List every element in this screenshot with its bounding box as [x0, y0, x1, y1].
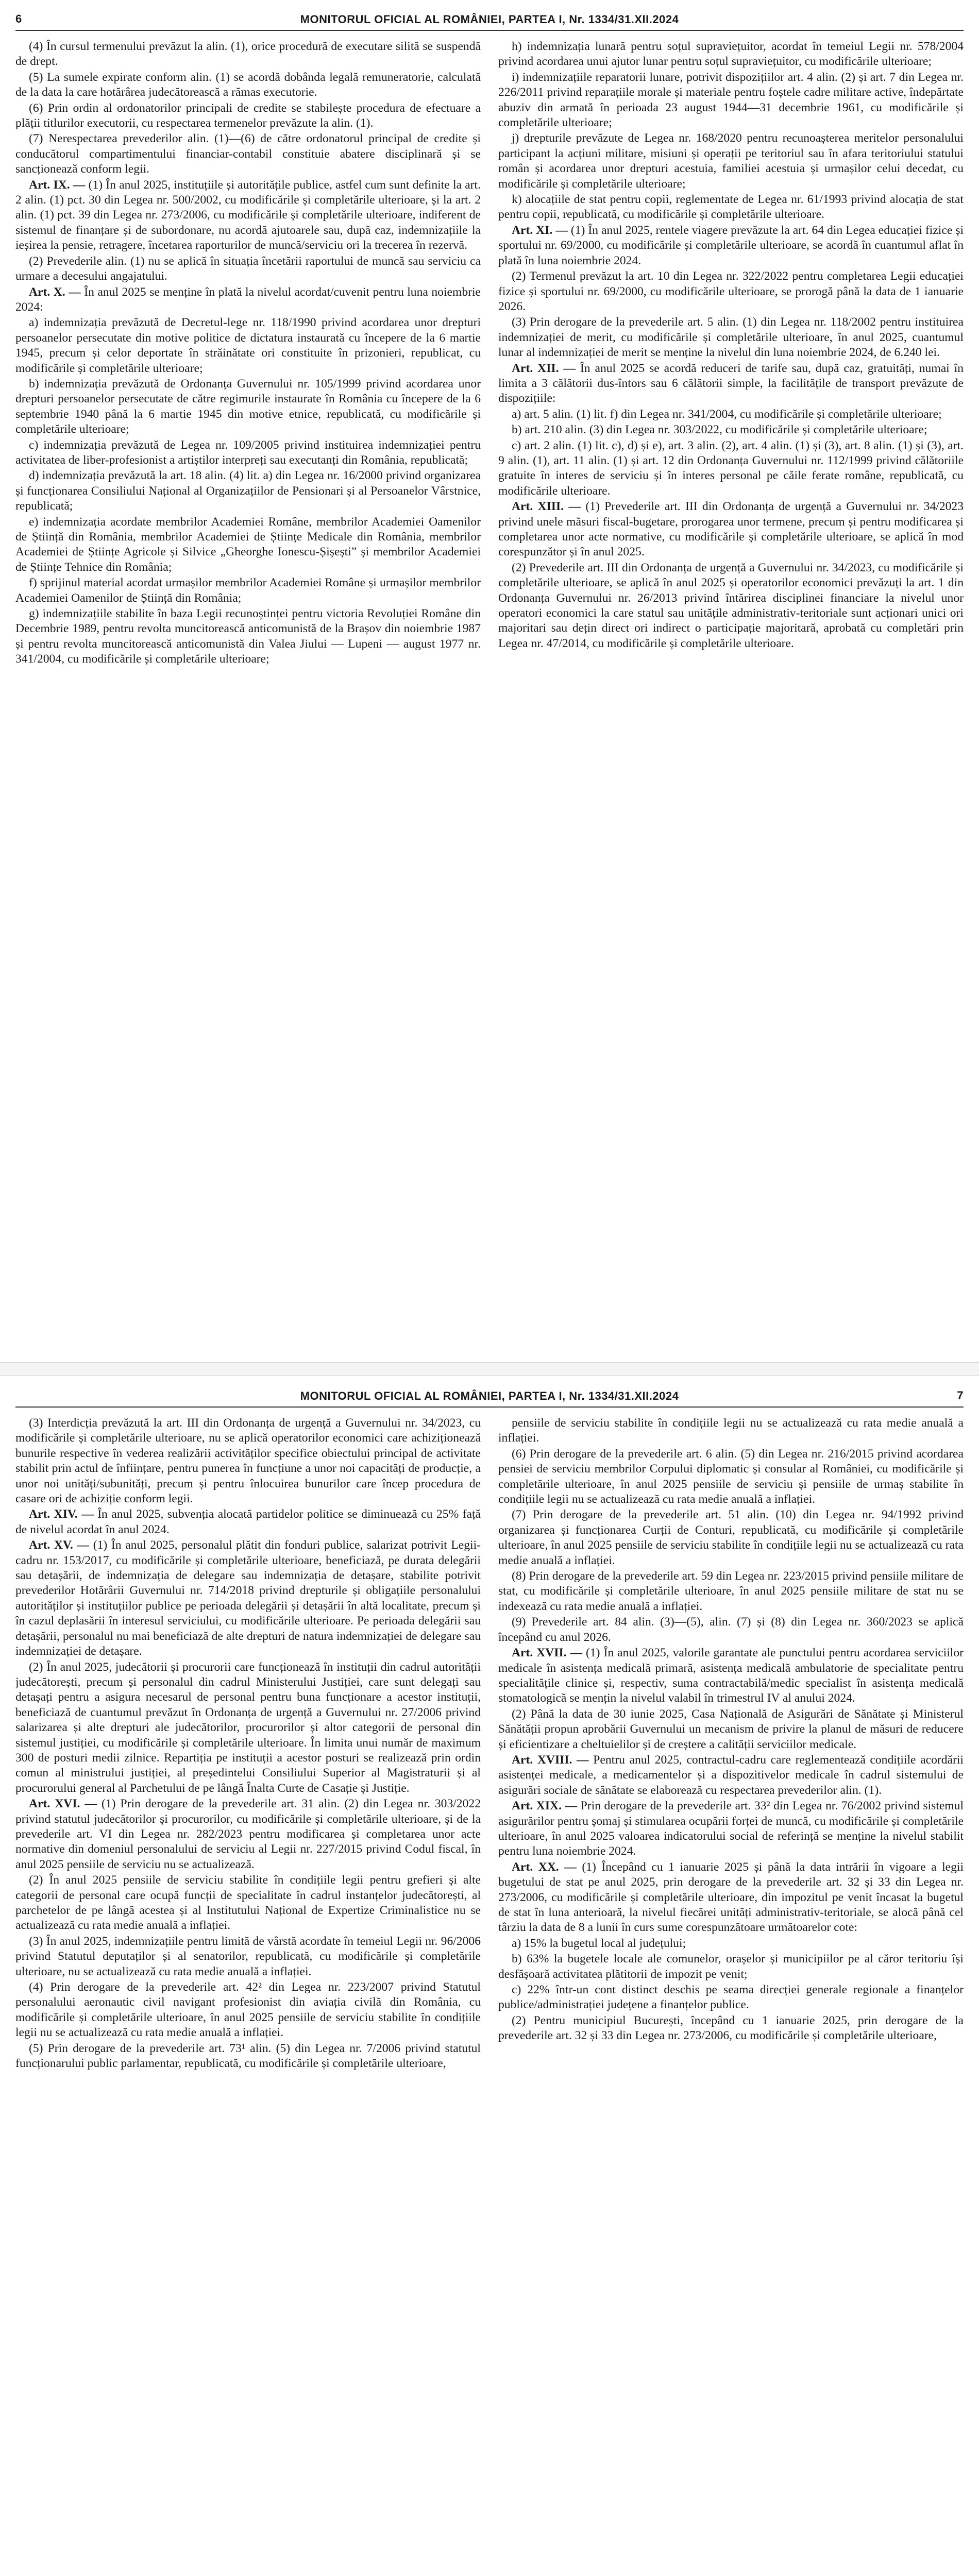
- right-column: [498, 1416, 964, 2576]
- article-label: Art. XI. —: [512, 223, 568, 237]
- article-label: Art. XIX. —: [512, 1799, 578, 1813]
- page-header: [15, 1386, 964, 1408]
- paragraph: f) sprijinul material acordat urmașilor membrilor Academiei Române și urmașilor membrilor Academiei Oamenilor de Știință din România;: [15, 576, 481, 605]
- paragraph: (5) La sumele expirate conform alin. (1) se acordă dobânda legală remuneratorie, calculată de la data la care hotărârea judecătorească a rămas executorie.: [15, 70, 481, 99]
- paragraph: d) indemnizația prevăzută la art. 18 alin. (4) lit. a) din Legea nr. 16/2000 privind organizarea și funcționarea Consiliului Național al Organizațiilor de Pensionari și al Persoanelor Vârstnice, republicată;: [15, 469, 481, 513]
- left-column: [15, 39, 481, 1348]
- paragraph: (5) Prin derogare de la prevederile art. 73¹ alin. (5) din Legea nr. 7/2006 privind statutul funcționarului public parlamentar, republicată, cu modificările și completările ulterioare,: [15, 2041, 481, 2071]
- paragraph: (2) Pentru municipiul București, începând cu 1 ianuarie 2025, prin derogare de la prevederile art. 32 și 33 din Legea nr. 273/2006, cu modificările și completările ulterioare,: [498, 2013, 964, 2043]
- paragraph: (2) Prevederile alin. (1) nu se aplică în situația încetării raportului de muncă sau serviciu ca urmare a decesului angajatului.: [15, 254, 481, 283]
- paragraph: c) 22% într-un cont distinct deschis pe seama direcției generale regionale a finanțelor publice/administrației județene a finanțelor publice.: [498, 1983, 964, 2012]
- paragraph: (2) Termenul prevăzut la art. 10 din Legea nr. 322/2022 pentru completarea Legii educației fizice și sportului nr. 69/2000, cu modificările ulterioare, se prorogă până la data de 1 ianuarie 2026.: [498, 269, 964, 313]
- paragraph: (6) Prin ordin al ordonatorilor principali de credite se stabilește procedura de efectuare a plății titlurilor executorii, cu respectarea termenelor prevăzute la alin. (1).: [15, 101, 481, 130]
- paragraph: a) 15% la bugetul local al județului;: [512, 1936, 686, 1950]
- paragraph: (3) Interdicția prevăzută la art. III din Ordonanța de urgență a Guvernului nr. 34/2023, cu modificările și completările ulterioare, nu se aplică operatorilor economici care achiziționează bunurile respective în vederea realizării activităților specifice obiectului principal de activitate stabilit prin actul de înființare, pentru punerea în funcțiune a unor noi capacități de producție, a unor noi unități/subunități, precum și pentru înlocuirea bunurilor care încep procedura de casare ori de achiziție conform legii.: [15, 1416, 481, 1506]
- paragraph: b) art. 210 alin. (3) din Legea nr. 303/2022, cu modificările și completările ulterioare;: [512, 423, 927, 437]
- paragraph: Art. XIX. — Prin derogare de la prevederile art. 33² din Legea nr. 76/2002 privind sistemul asigurărilor pentru șomaj și stimularea ocupării forței de muncă, cu modificările și completările ulterioare, în anul 2025 valoarea indicatorului social de referință se menține la nivelul stabilit pentru luna noiembrie 2024.: [498, 1799, 964, 1858]
- paragraph: k) alocațiile de stat pentru copii, reglementate de Legea nr. 61/1993 privind alocația de stat pentru copii, republicată, cu modificările și completările ulterioare.: [498, 193, 964, 222]
- page-2: [0, 1377, 979, 2576]
- paragraph: (7) Nerespectarea prevederilor alin. (1)—(6) de către ordonatorul principal de credite și conducătorul compartimentului financiar-contabil constituie abatere disciplinară și se sancționează conform legii.: [15, 132, 481, 176]
- paragraph: (4) Prin derogare de la prevederile art. 42² din Legea nr. 223/2007 privind Statutul personalului aeronautic civil navigant profesionist din aviația civilă din România, cu modificările și completările ulterioare, în anul 2025 pensiile de serviciu stabilite în condițiile legii nu se actualizează cu rata medie anuală a inflației.: [15, 1980, 481, 2040]
- paragraph: (2) În anul 2025 pensiile de serviciu stabilite în condițiile legii pentru grefieri și alte categorii de personal care ocupă funcții de specialitate în cadrul instanțelor judecătorești, al parchetelor de pe lângă acestea și al Institutului Național de Expertize Criminalistice nu se actualizează cu rata medie anuală a inflației.: [15, 1873, 481, 1933]
- article-label: Art. XX. —: [512, 1860, 577, 1874]
- paragraph: Art. XII. — În anul 2025 se acordă reduceri de tarife sau, după caz, gratuități, numai în limita a 3 călătorii dus-întors sau 6 călătorii simple, la facilitățile de transport prevăzute de dispozițiile:: [498, 361, 964, 405]
- article-label: Art. XVII. —: [512, 1646, 583, 1660]
- paragraph: Art. XV. — (1) În anul 2025, personalul plătit din fonduri publice, salarizat potrivit Legii-cadru nr. 153/2017, cu modificările și completările ulterioare, beneficiază, pe durata delegării sau detașării, de indemnizația de delegare sau indemnizația de detașare, stabilite potrivit prevederilor Hotărârii Guvernului nr. 714/2018 privind drepturile și obligațiile personalului autorităților și instituțiilor publice pe perioada delegării și detașării în altă localitate, precum și în cazul deplasării în interesul serviciului, cu modificările ulterioare. Pe perioada delegării sau detașării, personalul nu mai beneficiază de alte drepturi de natura indemnizației de delegare sau indemnizației de detașare.: [15, 1538, 481, 1658]
- paragraph: h) indemnizația lunară pentru soțul supraviețuitor, acordat în temeiul Legii nr. 578/2004 privind acordarea unui ajutor lunar pentru soțul supraviețuitor, cu modificările ulterioare;: [498, 40, 964, 69]
- header-title: MONITORUL OFICIAL AL ROMÂNIEI, PARTEA I, Nr. 1334/31.XII.2024: [300, 1389, 679, 1402]
- article-label: Art. XVIII. —: [512, 1753, 589, 1767]
- left-column: [15, 1416, 481, 2576]
- page-separator: [0, 1362, 979, 1376]
- article-label: Art. XVI. —: [29, 1797, 97, 1811]
- paragraph: Art. XI. — (1) În anul 2025, rentele viagere prevăzute la art. 64 din Legea educației fizice și sportului nr. 69/2000, cu modificările și completările ulterioare, se acordă în cuantumul aflat în plată în luna noiembrie 2024.: [498, 223, 964, 267]
- paragraph: i) indemnizațiile reparatorii lunare, potrivit dispozițiilor art. 4 alin. (2) și art. 7 din Legea nr. 226/2011 privind reparațiile morale și materiale pentru foștele cadre militare active, îndepărtate abuziv din armată în perioada 23 august 1944—31 decembrie 1961, cu modificările și completările ulterioare;: [498, 70, 964, 130]
- page-number: 7: [957, 1389, 964, 1402]
- paragraph: Art. XX. — (1) Începând cu 1 ianuarie 2025 și până la data intrării în vigoare a legii bugetului de stat pe anul 2025, prin derogare de la prevederile art. 32 și 33 din Legea nr. 273/2006, cu modificările și completările ulterioare, din impozitul pe venit încasat la bugetul de stat în luna anterioară, la nivelul fiecărei unități administrativ-teritoriale, se alocă până cel târziu la data de 8 a lunii în curs sume corespunzătoare următoarelor cote:: [498, 1860, 964, 1935]
- paragraph: Art. XIV. — În anul 2025, subvenția alocată partidelor politice se diminuează cu 25% față de nivelul acordat în anul 2024.: [15, 1507, 481, 1536]
- paragraph: (3) În anul 2025, indemnizațiile pentru limită de vârstă acordate în temeiul Legii nr. 96/2006 privind Statutul deputaților și al senatorilor, republicată, cu modificările și completările ulterioare, nu se actualizează cu rata medie anuală a inflației.: [15, 1934, 481, 1978]
- article-label: Art. XII. —: [512, 361, 576, 375]
- right-column: [498, 39, 964, 1348]
- paragraph: (3) Prin derogare de la prevederile art. 5 alin. (1) din Legea nr. 118/2002 pentru instituirea indemnizației de merit, cu modificările și completările ulterioare, în anul 2025, cuantumul lunar al indemnizației de merit se menține la nivelul din luna noiembrie 2024, de 6.240 lei.: [498, 315, 964, 360]
- paragraph: Art. IX. — (1) În anul 2025, instituțiile și autoritățile publice, astfel cum sunt definite la art. 2 alin. (1) pct. 30 din Legea nr. 500/2002, cu modificările și completările ulterioare, și la art. 2 alin. (1) pct. 39 din Legea nr. 273/2006, cu modificările și completările ulterioare, indiferent de sistemul de finanțare și de subordonare, nu acordă ajutoarele sau, după caz, indemnizațiile la ieșirea la pensie, retragere, încetarea raporturilor de muncă/serviciu ori la trecerea în rezervă.: [15, 178, 481, 252]
- paragraph: (2) Până la data de 30 iunie 2025, Casa Națională de Asigurări de Sănătate și Ministerul Sănătății propun aprobării Guvernului un mecanism de privire la planul de măsuri de reducere și eficientizare a cheltuielilor și de creștere a calității serviciilor medicale.: [498, 1707, 964, 1751]
- page-header: [15, 9, 964, 31]
- paragraph: g) indemnizațiile stabilite în baza Legii recunoștinței pentru victoria Revoluției Române din Decembrie 1989, pentru revolta muncitorească anticomunistă de la Brașov din noiembrie 1987 și pentru revolta muncitorească anticomunistă din Valea Jiului — Lupeni — august 1977 nr. 341/2004, cu modificările și completările ulterioare;: [15, 607, 481, 666]
- paragraph: a) indemnizația prevăzută de Decretul-lege nr. 118/1990 privind acordarea unor drepturi persoanelor persecutate din motive politice de dictatura instaurată cu începere de la 6 martie 1945, precum și celor deportate în străinătate ori constituite în prizonieri, republicat, cu modificările și completările ulterioare;: [15, 316, 481, 375]
- paragraph: (6) Prin derogare de la prevederile art. 6 alin. (5) din Legea nr. 216/2015 privind acordarea pensiei de serviciu membrilor Corpului diplomatic și consular al României, cu modificările și completările ulterioare, în anul 2025 pensiile de serviciu și pensiile de urmaș stabilite în condițiile legii nu se actualizează cu rata medie anuală a inflației.: [498, 1447, 964, 1506]
- page-number: 6: [15, 12, 22, 25]
- article-label: Art. XIII. —: [512, 500, 581, 514]
- paragraph: Art. X. — În anul 2025 se menține în plată la nivelul acordat/cuvenit pentru luna noiembrie 2024:: [15, 285, 481, 314]
- paragraph: e) indemnizația acordate membrilor Academiei Române, membrilor Academiei Oamenilor de Știință din România, membrilor Academiei de Științe Medicale din România, membrilor Academiei de Științe Agricole și Silvice „Gheorghe Ionescu-Șișești” și membrilor Academiei de Științe Tehnice din România;: [15, 515, 481, 574]
- paragraph: Art. XVI. — (1) Prin derogare de la prevederile art. 31 alin. (2) din Legea nr. 303/2022 privind statutul judecătorilor și procurorilor, cu modificările și completările ulterioare, și de la prevederile art. VI din Legea nr. 282/2023 pentru modificarea și completarea unor acte normative din domeniul personalului de serviciu al Legii nr. 227/2015 privind Codul fiscal, în anul 2025 pensiile de serviciu nu se actualizează.: [15, 1797, 481, 1871]
- paragraph: pensiile de serviciu stabilite în condițiile legii nu se actualizează cu rata medie anuală a inflației.: [498, 1416, 964, 1445]
- article-label: Art. XIV. —: [29, 1507, 94, 1521]
- paragraph: j) drepturile prevăzute de Legea nr. 168/2020 pentru recunoașterea meritelor personalului participant la acțiuni militare, misiuni și operații pe teritoriul sau în afara teritoriului statului român și acordarea unor drepturi acestuia, familiei acestuia și urmașilor celui decedat, cu modificările și completările ulterioare;: [498, 131, 964, 191]
- paragraph: b) indemnizația prevăzută de Ordonanța Guvernului nr. 105/1999 privind acordarea unor drepturi persoanelor persecutate de către regimurile instaurate în România cu începere de la 6 septembrie 1940 până la 6 martie 1945 din motive etnice, republicată, cu modificările și completările ulterioare;: [15, 377, 481, 436]
- paragraph: Art. XVIII. — Pentru anul 2025, contractul-cadru care reglementează condițiile acordării asistenței medicale, a medicamentelor și a dispozitivelor medicale în cadrul sistemului de asigurări sociale de sănătate se elaborează cu respectarea prevederilor alin. (1).: [498, 1753, 964, 1797]
- paragraph: (7) Prin derogare de la prevederile art. 51 alin. (10) din Legea nr. 94/1992 privind organizarea și funcționarea Curții de Conturi, republicată, cu modificările și completările ulterioare, în anul 2025 pensiile de serviciu stabilite în condițiile legii nu se actualizează cu rata medie anuală a inflației.: [498, 1508, 964, 1567]
- paragraph: Art. XVII. — (1) În anul 2025, valorile garantate ale punctului pentru acordarea serviciilor medicale în asistența medicală primară, asistența medicală ambulatorie de specialitate pentru specialitățile clinice și, respectiv, suma contractabilă/medic specialist în asistența medicală stomatologică se mențin la nivelul valabil în trimestrul IV al anului 2024.: [498, 1646, 964, 1705]
- paragraph: (2) În anul 2025, judecătorii și procurorii care funcționează în instituții din cadrul autorității judecătorești, precum și personalul din cadrul Ministerului Justiției, care sunt delegați sau detașați pentru a asigura necesarul de personal pentru buna funcționare a acestor instituții, beneficiază de cuantumul prevăzut în Ordonanța de urgență a Guvernului nr. 27/2006 privind salarizarea și alte drepturi ale judecătorilor, procurorilor și altor categorii de personal din sistemul justiției, cu modificările și completările ulterioare. În limita unui număr de maximum 300 de posturi medii zilnice. Repartiția pe instituții a acestor posturi se realizează prin ordin comun al ministrului justiției, al președintelui Consiliului Superior al Magistraturii și al procurorului general al Parchetului de pe lângă Înalta Curte de Casație și Justiție.: [15, 1660, 481, 1795]
- paragraph: (2) Prevederile art. III din Ordonanța de urgență a Guvernului nr. 34/2023, cu modificările și completările ulterioare, se aplică în anul 2025 și operatorilor economici prevăzuți la art. 1 din Ordonanța Guvernului nr. 26/2013 privind întărirea disciplinei financiare la nivelul unor operatori economici la care statul sau unitățile administrativ-teritoriale sunt acționari unici ori majoritari sau dețin direct ori indirect o participație majoritară, aprobată cu completări prin Legea nr. 47/2014, cu modificările și completările ulterioare.: [498, 561, 964, 650]
- paragraph: Art. XIII. — (1) Prevederile art. III din Ordonanța de urgență a Guvernului nr. 34/2023 privind unele măsuri fiscal-bugetare, prorogarea unor termene, precum și pentru modificarea și completarea unor acte normative, cu modificările și completările ulterioare, se aplică în mod corespunzător și în anul 2025.: [498, 500, 964, 559]
- header-title: MONITORUL OFICIAL AL ROMÂNIEI, PARTEA I, Nr. 1334/31.XII.2024: [300, 13, 679, 26]
- paragraph: (9) Prevederile art. 84 alin. (3)—(5), alin. (7) și (8) din Legea nr. 360/2023 se aplică începând cu anul 2026.: [498, 1615, 964, 1644]
- article-label: Art. XV. —: [29, 1538, 90, 1552]
- article-label: Art. IX. —: [29, 178, 86, 192]
- paragraph: (8) Prin derogare de la prevederile art. 59 din Legea nr. 223/2015 privind pensiile militare de stat, cu modificările și completările ulterioare, în anul 2025 pensiile militare de stat nu se indexează cu rata medie anuală a inflației.: [498, 1569, 964, 1613]
- paragraph: c) art. 2 alin. (1) lit. c), d) și e), art. 3 alin. (2), art. 4 alin. (1) și (3), art. 8 alin. (1) și (3), art. 9 alin. (1), art. 11 alin. (1) și art. 12 din Ordonanța Guvernului nr. 112/1999 privind călătoriile gratuite în interes de serviciu și în interes personal pe căile ferate române, republicată, cu modificările ulterioare.: [498, 438, 964, 498]
- paragraph: c) indemnizația prevăzută de Legea nr. 109/2005 privind instituirea indemnizației pentru activitatea de liber-profesionist a artiștilor interpreți sau executanți din România, republicată;: [15, 438, 481, 467]
- paragraph: a) art. 5 alin. (1) lit. f) din Legea nr. 341/2004, cu modificările și completările ulterioare;: [512, 407, 942, 421]
- paragraph: b) 63% la bugetele locale ale comunelor, orașelor și municipiilor pe al căror teritoriu își desfășoară activitatea plătitorii de impozit pe venit;: [498, 1952, 964, 1981]
- article-label: Art. X. —: [29, 285, 81, 299]
- paragraph: (4) În cursul termenului prevăzut la alin. (1), orice procedură de executare silită se suspendă de drept.: [15, 40, 481, 69]
